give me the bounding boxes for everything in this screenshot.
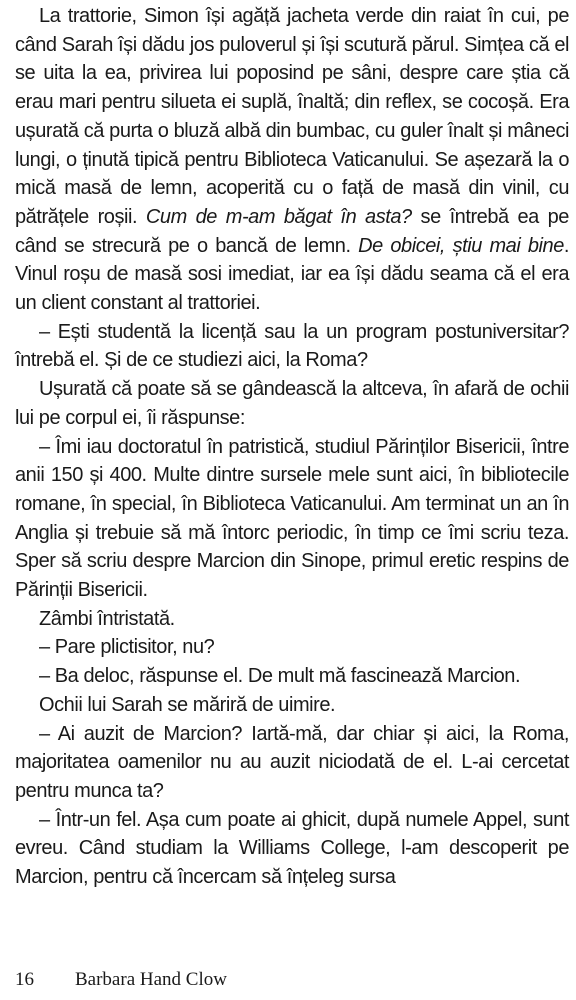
paragraph: – Pare plictisitor, nu? <box>39 636 215 659</box>
paragraph: – Într-un fel. Așa cum poate ai ghicit, după numele Appel, sunt evreu. Când studiam la Williams College, l-am descoperit pe Marcion, pentru că încercam să înțeleg sursa <box>15 808 569 889</box>
page-footer <box>15 967 569 993</box>
paragraph: Ochii lui Sarah se măriră de uimire. <box>39 693 336 716</box>
text-run: . Vinul roșu de masă sosi imediat, iar ea își dădu seama că el era un client constant al trattoriei. <box>15 234 570 315</box>
paragraph: Zâmbi întristată. <box>39 607 175 630</box>
body-text <box>15 2 569 892</box>
paragraph: – Ai auzit de Marcion? Iartă-mă, dar chiar și aici, la Roma, majoritatea oamenilor nu au auzit niciodată de el. L-ai cercetat pentru munca ta? <box>15 722 569 802</box>
page-number: 16 <box>15 969 34 990</box>
italic-text-run: De obicei, știu mai bine <box>358 234 564 257</box>
paragraph: – Ba deloc, răspunse el. De mult mă fascinează Marcion. <box>39 665 521 688</box>
text-run: se întrebă ea pe când se strecură pe o bancă de lemn. <box>15 205 569 257</box>
paragraph: – Îmi iau doctoratul în patristică, studiul Părinților Bisericii, între anii 150 și 400. Multe dintre sursele mele sunt aici, în bibliotecile romane, în special, în Biblioteca Vaticanului. Am terminat un an în Anglia și trebuie să mă întorc periodic, în timp ce îmi scriu teza. Sper să scriu despre Marcion din Sinope, primul eretic respins de Părinții Bisericii. <box>15 435 569 602</box>
paragraph: Ușurată că poate să se gândească la altceva, în afară de ochii lui pe corpul ei, îi răspunse: <box>15 378 569 429</box>
paragraph: – Ești studentă la licență sau la un program postuniversitar? întrebă el. Și de ce studiezi aici, la Roma? <box>15 320 569 372</box>
text-run: La trattorie, Simon își agăță jacheta verde din raiat în cui, pe când Sarah își dădu jos puloverul și își scutură părul. Simțea că el se uita la ea, privirea lui poposind pe sâni, despre care știa că erau mari pentru silueta ei suplă, înaltă; din reflex, se cocoșă. Era ușurată că purta o bluză albă din bumbac, cu guler înalt și mâneci lungi, o ținută tipică pentru Biblioteca Vaticanului. Se așezară la o mică masă de lemn, acoperită cu o față de masă din vinil, cu pătrățele roșii. <box>15 5 569 228</box>
paragraph <box>15 2 569 318</box>
running-head-author: Barbara Hand Clow <box>75 969 227 990</box>
italic-text-run: Cum de m-am băgat în asta? <box>145 205 412 228</box>
